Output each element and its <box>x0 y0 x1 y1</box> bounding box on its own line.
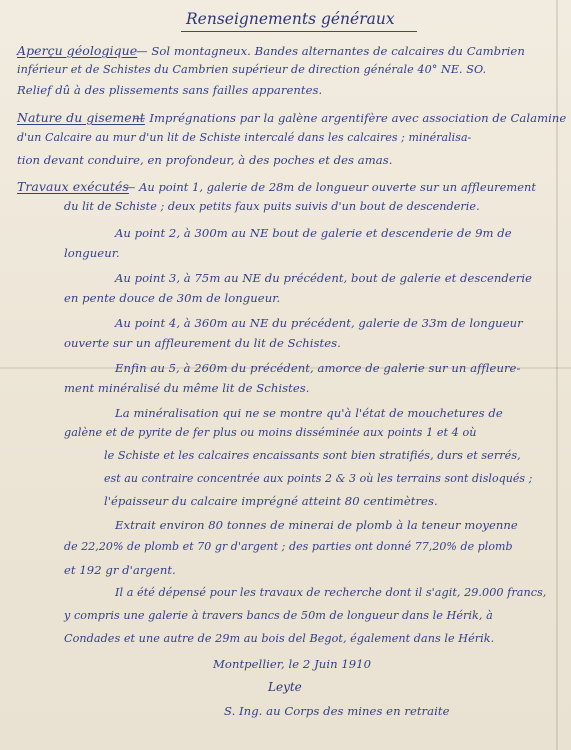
place-date: Montpellier, le 2 Juin 1910 <box>213 657 372 671</box>
text-line: La minéralisation qui ne se montre qu'à l'état de mouchetures de <box>115 406 503 420</box>
document-title: Renseignements généraux <box>186 10 395 28</box>
text-line: y compris une galerie à travers bancs de 50m de longueur dans le Hérik, à <box>64 609 493 622</box>
text-line: inférieur et de Schistes du Cambrien supérieur de direction générale 40° NE. SO. <box>17 63 487 76</box>
closing-title: S. Ing. au Corps des mines en retraite <box>224 704 450 718</box>
section-label-apercu: Aperçu géologique <box>17 43 138 58</box>
section-label-travaux: Travaux exécutés <box>17 179 129 194</box>
text-line: ment minéralisé du même lit de Schistes. <box>64 381 310 395</box>
text-line: le Schiste et les calcaires encaissants sont bien stratifiés, durs et serrés, <box>104 449 521 462</box>
text-line: Enfin au 5, à 260m du précédent, amorce de galerie sur un affleure- <box>115 361 521 375</box>
text-line: Au point 3, à 75m au NE du précédent, bout de galerie et descenderie <box>115 271 533 285</box>
text-line: est au contraire concentrée aux points 2 & 3 où les terrains sont disloqués ; <box>104 472 533 485</box>
text-line: du lit de Schiste ; deux petits faux puits suivis d'un bout de descenderie. <box>64 200 480 213</box>
text-line: Il a été dépensé pour les travaux de recherche dont il s'agit, 29.000 francs, <box>115 586 547 599</box>
text-line: galène et de pyrite de fer plus ou moins disséminée aux points 1 et 4 où <box>64 426 477 439</box>
text-line: Au point 2, à 300m au NE bout de galerie et descenderie de 9m de <box>115 226 512 240</box>
text-line: ouverte sur un affleurement du lit de Schistes. <box>64 336 341 350</box>
text-line: — Au point 1, galerie de 28m de longueur ouverte sur un affleurement <box>124 180 537 194</box>
text-line: d'un Calcaire au mur d'un lit de Schiste intercalé dans les calcaires ; minéralisa- <box>17 131 472 144</box>
text-line: tion devant conduire, en profondeur, à des poches et des amas. <box>17 153 393 167</box>
text-line: — Sol montagneux. Bandes alternantes de calcaires du Cambrien <box>136 44 525 58</box>
text-line: de 22,20% de plomb et 70 gr d'argent ; des parties ont donné 77,20% de plomb <box>64 540 513 553</box>
text-line: Relief dû à des plissements sans failles apparentes. <box>17 83 323 97</box>
text-line: Au point 4, à 360m au NE du précédent, galerie de 33m de longueur <box>115 316 523 330</box>
section-label-nature: Nature du gisement <box>17 110 145 125</box>
text-line: longueur. <box>64 246 120 260</box>
text-line: Extrait environ 80 tonnes de minerai de plomb à la teneur moyenne <box>115 518 518 532</box>
text-line: Condades et une autre de 29m au bois del Begot, également dans le Hérik. <box>64 632 495 645</box>
text-line: l'épaisseur du calcaire imprégné atteint 80 centimètres. <box>104 494 438 508</box>
text-line: — Imprégnations par la galène argentifère avec association de Calamine <box>134 111 567 125</box>
title-underline <box>181 31 417 32</box>
text-line: et 192 gr d'argent. <box>64 563 176 577</box>
text-line: en pente douce de 30m de longueur. <box>64 291 281 305</box>
signature: Leyte <box>268 680 302 694</box>
